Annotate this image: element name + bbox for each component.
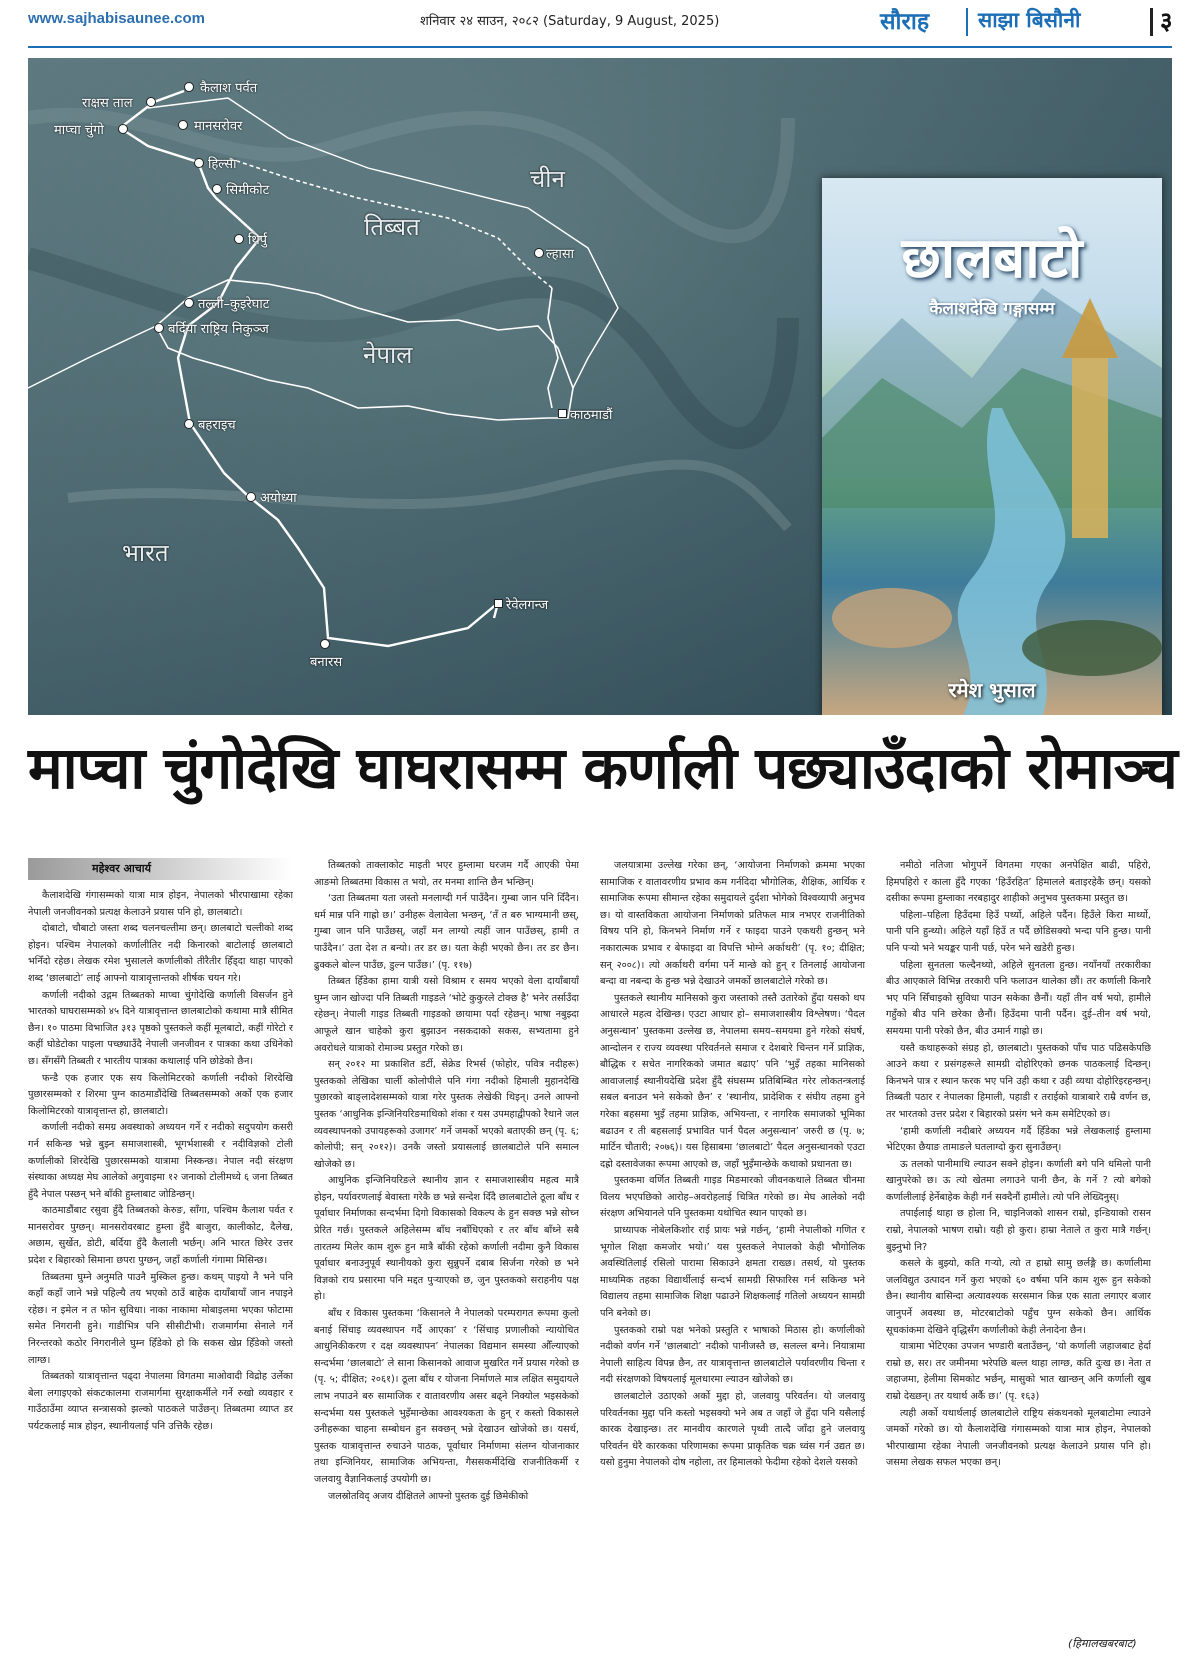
paragraph: जलस्रोतविद् अजय दीक्षितले आफ्नो पुस्तक दुई छिमेकीको [328, 1490, 529, 1502]
place-label: थिर्पु [248, 233, 268, 248]
map-marker [154, 323, 164, 333]
region-label: नेपाल [363, 341, 413, 369]
paragraph: बाँध र विकास पुस्तकमा ‘किसानले नै नेपालको परम्परागत रूपमा कुलो बनाई सिंचाइ व्यवस्थापन गर्दै आएका’ र ‘सिंचाइ प्रणालीको न्यायोचित आधुनिकीकरण र दक्ष व्यवस्थापन’ नेपालका विद्यमान समस्या औँल्याएको सन्दर्भमा ‘छालबाटो’ ले साना किसानको आवाज मुखरित गर्ने प्रयास गरेको छ (पृ. ५; दीक्षित; २०६१)। ठूला बाँध र योजना निर्माणले मात्र लक्षित समुदायले लाभ नपाउने बरु सामाजिक र वातावरणीय असर बढ्ने निक्योल भइसकेको सन्दर्भमा यस पुस्तकले भुइँमान्छेका आवश्यकता के हुन् र कस्तो विकासले उनीहरूका चाहना सम्बोधन हुन सक्छन् भन्ने देखाउन खोजेको छ। यसर्थ, पुस्तक यात्रावृत्तान्त रुचाउने पाठक, पूर्वाधार निर्माणमा संलग्न योजनाकार तथा इन्जिनियर, सामाजिक अभियन्ता, गैससकर्मीदेखि राजनीतिकर्मी र जलवायु वैज्ञानिकलाई उपयोगी छ। [314, 1308, 579, 1485]
map-marker [118, 124, 128, 134]
place-label: हिल्सा [208, 157, 237, 172]
paragraph: यस्तै कथाहरूको संग्रह हो, छालबाटो। पुस्तकको पाँच पाठ पढिसकेपछि आउने कथा र प्रसंगहरूले सामग्री दोहोरिएको छनक पाठकलाई दिन्छन्। किनभने पात्र र स्थान फरक भए पनि उही कथा र उही व्यथा दोहोरिइरहन्छन्। तिब्बती पठार र नेपालका हिमाली, पहाडी र तराईको यात्राबारे राम्रै वर्णन छ, तर भारतको उत्तर प्रदेश र बिहारको प्रसंग भने कम समेटिएको छ। [886, 1042, 1151, 1120]
region-label: भारत [122, 539, 169, 567]
paragraph: आधुनिक इन्जिनियरिङले स्थानीय ज्ञान र समाजशास्त्रीय महत्व मात्रै होइन, पर्यावरणलाई बेवास्ता गरेकै छ भन्ने सन्देश दिँदै छालबाटोले ठूला बाँध र पूर्वाधार निर्माणका सन्दर्भमा दिगो विकासको विकल्प के हुन सक्छ भन्ने सोच्न प्रेरित गर्छ। पुस्तकले अहिलेसम्म बाँध नबाँधिएको र तर बाँध बाँध्ने सबै तारतम्य मिलेर काम शुरू हुन मात्रै बाँकी रहेको कर्णाली नदीमा कुनै विकास पूर्वाधार बनाउनुपूर्व स्थानीयको कुरा सुन्नुपर्ने दबाब सिर्जना गरेको छ भने विज्ञको राय प्रसारमा पनि मद्दत पुऱ्याएको छ, जुन पुस्तकको सराहनीय पक्ष हो। [314, 1175, 579, 1303]
issue-date: शनिवार २४ साउन, २०८२ (Saturday, 9 August, 2025) [420, 14, 720, 29]
map-marker [558, 409, 567, 418]
route-map [28, 58, 1172, 715]
place-label: अयोध्या [260, 491, 297, 506]
article-column-3 [600, 858, 865, 1652]
paragraph: ऊ तलको पानीमाथि ल्याउन सक्ने होइन। कर्णाली बगे पनि धमिलो पानी खानुपरेको छ। ऊ त्यो खेतमा लगाउने पानी छैन, के गर्ने ? त्यो बगेको कर्णालीलाई हेर्नेबाहेक केही गर्न सक्दैनौं हामीले। त्यो पनि लेख्दिनुस्। [886, 1158, 1151, 1203]
article-column-1 [28, 888, 293, 1652]
place-label: बर्दिया राष्ट्रिय निकुञ्ज [168, 322, 269, 337]
place-label: काठमाडौं [570, 408, 613, 423]
place-label: राक्षस ताल [82, 96, 133, 111]
place-label: कैलाश पर्वत [200, 81, 258, 96]
paragraph: ‘हामी कर्णाली नदीबारे अध्ययन गर्दै हिँडेका भन्ने लेखकलाई हुम्लामा भेटिएका छैयाङ तामाङले घतलाग्दो कुरा सुनाउँछन्। [886, 1125, 1151, 1154]
paragraph: तिब्बतमा घुम्ने अनुमति पाउनै मुस्किल हुन्छ। कथम् पाइयो नै भने पनि कहाँ कहाँ जाने भन्ने पहिल्यै तय भएको ठाउँ बाहेक दायाँबायाँ जान नपाइने रहेछ। न इमेल न त फोन सुविधा। नाका नाकामा मोबाइलमा भएका फोटामा समेत निगरानी हुने। गाडीभित्र पनि सीसीटीभी। राजमार्गमा सेनाले गर्ने निरन्तरको कठोर निगरानीले घुम्न हिँडेको हो कि सकस खेप्न हिँडेको जस्तो लाग्छ। [28, 1271, 293, 1366]
website-url[interactable]: www.sajhabisaunee.com [28, 10, 206, 27]
place-label: सिमीकोट [226, 183, 270, 198]
paragraph: तपाईलाई थाहा छ होला नि, चाइनिजको शासन राम्रो, इन्डियाको रासन राम्रो, नेपालको भाषण राम्रो। यही हो कुरा। हाम्रा नेताले त कुरा मात्रै गर्छन्। बुझ्नुभो नि? [886, 1208, 1151, 1253]
paragraph: पहिला–पहिला हिउँदमा हिउँ पर्थ्यो, अहिले पर्दैन। हिउँले किरा मार्थ्यो, पानी पनि हुन्थ्यो। अहिले यहाँ हिउँ त पर्दै छोडिसक्यो भन्दा पनि हुन्छ। पानी पनि पऱ्यो भने भयङ्कर पानी पर्छ, परेन भने खडेरी हुन्छ। [886, 909, 1151, 954]
map-marker [212, 184, 222, 194]
paragraph: कसले के बुझ्यो, कति गऱ्यो, त्यो त हाम्रो सामु छर्लङ्गै छ। कर्णालीमा जलविद्युत उत्पादन गर्ने कुरा भएको ६० वर्षमा पनि काम शुरू हुन सकेको छैन। स्थानीय बासिन्दा अत्यावश्यक सरसमान किन्न एक साता लगाएर बजार जानुपर्ने अवस्था छ, मोटरबाटोको पहुँच पुग्न सकेको छैन। आर्थिक सूचकांकमा देखिने वृद्धिसँग कर्णालीको केही लेनादेना छैन। [886, 1258, 1151, 1336]
divider [1150, 8, 1153, 36]
map-marker [178, 120, 188, 130]
map-marker [494, 599, 503, 608]
map-marker [146, 97, 156, 107]
paragraph: ‘उता तिब्बतमा यता जस्तो मनलाग्दी गर्न पाउँदैन। गुम्बा जान पनि दिँदैन। धर्म मान्न पनि गाह्रो छ।’ उनीहरू वेलावेला भन्छन्, ‘तँ त बरु भाग्यमानी छस्, गुम्बा जान पनि पाउँछस्, जहाँ मन लाग्यो त्यहीं जान पाउँछस्, हामी त पाउँदैन।’ उता देश त बन्यो। तर डर छ। यता केही भएको छैन। तर डर छैन। ढुक्कले बोल्न पाउँछ, डुल्न पाउँछ।’ (पृ. ११७) [314, 893, 579, 971]
book-cover [822, 178, 1162, 715]
paragraph: छालबाटोले उठाएको अर्को मुद्दा हो, जलवायु परिवर्तन। यो जलवायु परिवर्तनका मुद्दा पनि कस्तो भइसक्यो भने अब त जहाँ जे हुँदा पनि यसैलाई कारक देखाइन्छ। तर मानवीय कारणले पृथ्वी तात्दै जाँदा हुने जलवायु परिवर्तन धेरै कारकका परिणामका रूपमा प्राकृतिक चक्र ध्वंस गर्न उद्यत छ। यसो हुनुमा नेपालको दोष नहोला, तर हिमालको फेदीमा रहेको देशले यसको [600, 1391, 865, 1469]
map-marker [320, 639, 330, 649]
page-header [0, 0, 1200, 50]
page-number: ३ [1160, 7, 1173, 35]
paragraph: काठमाडौंबाट रसुवा हुँदै तिब्बतको केरुङ, साँगा, पश्चिम कैलाश पर्वत र मानसरोवर पुग्छन्। मानसरोवरबाट हुम्ला हुँदै बाजुरा, कालीकोट, दैलेख, अछाम, सुर्खेत, डोटी, बर्दिया हुँदै कैलाली भर्छन्। अनि भारत छिरेर उत्तर प्रदेश र बिहारको सिमाना छपरा पुग्छन्, जहाँ कर्णाली गंगामा मिसिन्छ। [28, 1205, 293, 1267]
paragraph: त्यही अर्को यथार्थलाई छालबाटोले राष्ट्रिय संकथनको मूलबाटोमा ल्याउने जमर्को गरेको छ। यो कैलाशदेखि गंगासम्मको यात्रा मात्र होइन, नेपालको भीरपाखामा रहेका नेपाली जनजीवनको प्रत्यक्ष केलाउने प्रयास पनि हो। जसमा लेखक सफल भएका छन्। [886, 1407, 1151, 1469]
paragraph: सन् २०१२ मा प्रकाशित डर्टी, सेक्रेड रिभर्स (फोहोर, पवित्र नदीहरू) पुस्तकको लेखिका चार्ली कोलोपीले पनि गंगा नदीको हिमाली मुहानदेखि पुछारको बाङ्लादेशसम्मको यात्रा गरेर पुस्तक लेखेकी थिइन्। उनले आफ्नो पुस्तक ‘आधुनिक इन्जिनियरिङमाथिको शंका र यस उपमहाद्वीपको रैथाने जल व्यवस्थापनको उपायहरूको उजागर’ गर्ने जमर्को भएको बताएकी छन् (पृ. ६; कोलोपी; सन् २०१२)। उनकै जस्तो प्रयासलाई छालबाटोले पनि समात्न खोजेको छ। [314, 1059, 579, 1170]
source-credit: (हिमालखबरबाट) [1068, 1637, 1137, 1650]
paragraph: जलयात्रामा उल्लेख गरेका छन्, ‘आयोजना निर्माणको क्रममा भएका सामाजिक र वातावरणीय प्रभाव कम गर्नदिदा भौगोलिक, शैक्षिक, आर्थिक र सामाजिक रूपमा सीमान्त रहेका समुदायले दुर्दशा भोगेको विश्वव्यापी अनुभव छ। यो वास्तविकता आयोजना निर्माणको प्रतिफल मात्र नभएर राजनीतिको विषय पनि हो, किनभने निर्माण गर्ने र फाइदा पाउने एकथरी हुन्छन् भने नकारात्मक प्रभाव र बेफाइदा वा विपत्ति भोग्ने अर्काथरी’ (पृ. १०; दीक्षित; सन् २००८)। त्यो अर्काथरी वर्गमा पर्ने मान्छे को हुन् र तिनलाई आयोजना बन्दा वा नबन्दा के हुन्छ भन्ने देखाउने जमर्को छालबाटोले गरेको छ। [600, 860, 865, 988]
map-marker [184, 82, 194, 92]
place-label: रेवेलगन्ज [506, 598, 549, 613]
brand-logo: सौराह [880, 9, 930, 35]
header-rule [28, 46, 1172, 48]
section-title: साझा बिसौनी [978, 8, 1081, 32]
place-label: तल्ली–कुइरेघाट [198, 297, 270, 312]
paragraph: कर्णाली नदीको उद्गम तिब्बतको माप्चा चुंगोदेखि कर्णाली विसर्जन हुने भारतको घाघरासम्मको ४५ दिने यात्रावृत्तान्त छालबाटोको कथामा मात्रै सीमित छैन। १० पाठमा विभाजित ३१३ पृष्ठको पुस्तकले कहीं मूलबाटो, कहीं गोरेटो र कहीं घोडेटोका पाइला पच्छ्याउँदै नेपाली जनजीवन र पात्रका कथा उधिनेको छ। सँगसँगै तिब्बती र भारतीय पात्रका कथालाई पनि छोडेको छैन। [28, 989, 293, 1067]
paragraph: तिब्बत हिँडेका हामा यात्री यसो विश्राम र समय भएको वेला दायाँबायाँ घुम्न जान खोज्दा पनि तिब्बती गाइडले ‘भोटे कुकुरले टोक्छ है’ भनेर तर्साउँदा रहेछन्। नेपाली गाइड तिब्बती गाइडको छायामा पर्दा रहेछन्। भाषा नबुझ्दा आफूले खान चाहेको कुरा बुझाउन नसकदाको सकस, सभ्यतामा हुने अवरोधले यात्राको रोमाञ्च प्रस्तुत गरेको छ। [314, 976, 579, 1054]
headline: माप्चा चुंगोदेखि घाघरासम्म कर्णाली पछ्याउँदाको रोमाञ्च [28, 734, 1177, 802]
map-marker [234, 234, 244, 244]
paragraph: कर्णाली नदीको समग्र अवस्थाको अध्ययन गर्ने र नदीको सदुपयोग कसरी गर्न सकिन्छ भन्ने बुझ्न समाजशास्त्री, भूगर्भशास्त्री र नदीविज्ञको टोली कर्णालीको शिरदेखि पुछारसम्मको यात्रामा निस्कन्छ। नेपाल नदी संरक्षण संस्थाका अध्यक्ष मेघ आलेको अगुवाइमा १२ जनाको टोलीमध्ये ६ जना तिब्बत हुँदै नेपाल पस्छन् भने बाँकी हुम्लाबाट जोडिन्छन्। [28, 1122, 293, 1200]
book-subtitle: कैलाशदेखि गङ्गासम्म [929, 299, 1055, 319]
map-marker [534, 248, 544, 258]
paragraph: नमीठो नतिजा भोगुपर्ने विगतमा गएका अनपेक्षित बाढी, पहिरो, हिमपहिरो र काला हुँदै गएका ‘हिउँरहित’ हिमालले बताइरहेकै छन्। यसको दसीका रूपमा हुम्लाका नरबहादुर शाहीको अनुभव पुस्तकमा प्रस्तुत छ। [886, 860, 1151, 905]
paragraph: पुस्तकमा वर्णित तिब्बती गाइड मिङमारको जीवनकथाले तिब्बत चीनमा विलय भएपछिको आरोह–अवरोहलाई चित्रित गरेको छ। मेघ आलेको नदी संरक्षण अभियानले पनि पुस्तकमा यथोचित स्थान पाएको छ। [600, 1175, 865, 1220]
map-marker [184, 298, 194, 308]
paragraph: पहिला सुनतला फल्दैनथ्यो, अहिले सुनतला हुन्छ। नयाँनयाँ तरकारीका बीउ आएकाले विभिन्न तरकारी पनि फलाउन थालेका छौं। तर कर्णाली किनारै भए पनि सिँचाइको सुविधा पाउन सकेका छैनौं। यहाँ तीन वर्ष भयो, हामीले गहुँको बीउ पनि छरेका छैनौं। हिउँदमा पानी पर्दैन। दुई–तीन वर्ष भयो, समयमा पानी परेको छैन, बीउ उमार्न गाह्रो छ। [886, 959, 1151, 1037]
paragraph: कैलाशदेखि गंगासम्मको यात्रा मात्र होइन, नेपालको भीरपाखामा रहेका नेपाली जनजीवनको प्रत्यक्ष केलाउने प्रयास पनि हो, छालबाटो। [28, 890, 293, 918]
region-label: तिब्बत [364, 213, 420, 241]
place-label: ल्हासा [546, 247, 575, 262]
book-author: रमेश भुसाल [948, 678, 1036, 702]
map-marker [184, 419, 194, 429]
paragraph: यात्रामा भेटिएका उपजन भण्डारी बताउँछन्, ‘यो कर्णाली जहाजबाट हेर्दा राम्रो छ, सर। तर जमीनमा भरेपछि बल्ल थाहा लाग्छ, कति दुःख छ। नेता त जहाजमा, हेलीमा सिमकोट भर्छन्, मासुको भात खान्छन् अनि कर्णाली खुब राम्रो देख्छन्। तर यथार्थ अर्कै छ।’ (पृ. १६३) [886, 1341, 1151, 1402]
paragraph: फन्डै एक हजार एक सय किलोमिटरको कर्णाली नदीको शिरदेखि पुछारसम्मको र शिरमा पुग्न काठमाडौंदेखि तिब्बतसम्मको अर्को एक हजार किलोमिटरको यात्रावृत्तान्त हो, छालबाटो। [28, 1072, 293, 1117]
map-marker [194, 158, 204, 168]
divider [966, 8, 968, 36]
place-label: बनारस [310, 655, 343, 670]
region-label: चीन [530, 165, 565, 193]
place-label: बहराइच [198, 418, 236, 433]
paragraph: प्राध्यापक नोबेलकिशोर राई प्रायः भन्ने गर्छन्, ‘हामी नेपालीको गणित र भूगोल शिक्षा कमजोर भयो।’ यस पुस्तकले नेपालको केही भौगोलिक अवस्थितिलाई रसिलो पारामा सिकाउने क्षमता राख्छ। तसर्थ, यो पुस्तक माध्यमिक तहका विद्यार्थीलाई सन्दर्भ सामग्री सिफारिस गर्न सकिन्छ भने विद्यालय तहमा सामाजिक शिक्षा पढाउने शिक्षकलाई गतिलो अध्ययन सामग्री पनि बनेको छ। [600, 1225, 865, 1320]
place-label: माप्चा चुंगो [54, 123, 104, 138]
paragraph: दोबाटो, चौबाटो जस्ता शब्द चलनचल्तीमा छन्। छालबाटो चल्तीको शब्द होइन। पश्चिम नेपालको कर्णालीतिर नदी किनारको बाटोलाई छालबाटो भनिँदो रहेछ। लेखक रमेश भुसालले कर्णालीको तीरैतीर हिँड्दा थाहा पाएको शब्द ‘छालबाटो’ लाई आफ्नो यात्रावृत्तान्तको शीर्षक चयन गरे। [28, 923, 293, 984]
paragraph: पुस्तकले स्थानीय मानिसको कुरा जस्ताको तस्तै उतारेको हुँदा यसको थप आधारले महत्व देखिन्छ। एउटा आधार हो– समाजशास्त्रीय विश्लेषण। ‘पैदल अनुसन्धान’ पुस्तकमा उल्लेख छ, नेपालमा समय–समयमा हुने गरेको संघर्ष, आन्दोलन र राज्य व्यवस्था परिवर्तनले समाज र देशबारे चिन्तन गर्ने प्राज्ञिक, बौद्धिक र सचेत नागरिकको जमात बढाए’ पनि ‘भुइँ तहका मानिसको आवाजलाई स्थानीयदेखि प्रदेश हुँदै संघसम्म प्रतिबिम्बित गरेर लोकतन्त्रलाई सबल बनाउन भने सकेको छैन’ र ‘स्थानीय, प्रादेशिक र संघीय तहमा हुने गरेका बहसमा भुइँ तहमा प्राज्ञिक, अभियन्ता, र नागरिक समाजको भूमिका बढाउन र ती बहसलाई प्रभावित पार्न पैदल अनुसन्धान’ जरुरी छ (पृ. ७; मार्टिन चौतारी; २०७६)। यस हिसाबमा ‘छालबाटो’ पैदल अनुसन्धानको एउटा दह्रो दस्तावेजका रूपमा आएको छ, जहाँ भुइँमान्छेके कथाको प्रधानता छ। [600, 992, 865, 1170]
book-title: छालबाटो [901, 226, 1083, 291]
article-column-4 [886, 858, 1151, 1630]
paragraph: पुस्तकको राम्रो पक्ष भनेको प्रस्तुति र भाषाको मिठास हो। कर्णालीको नदीको वर्णन गर्ने ‘छालबाटो’ नदीको पानीजस्तै छ, सलल्ल बग्ने। नियात्रामा नेपाली साहित्य विपन्न छैन, तर यात्रावृत्तान्त छालबाटोले पर्यावरणीय चिन्ता र नदी संरक्षणको विषयलाई मूलधारमा ल्याउन खोजेको छ। [600, 1324, 865, 1386]
paragraph: तिब्बतको ताक्लाकोट माइती भएर हुम्लामा घरजम गर्दै आएकी पेमा आङमो तिब्बतमा विकास त भयो, तर मनमा शान्ति छैन भन्छिन्। [314, 860, 579, 888]
byline-bar [28, 858, 293, 880]
byline-author: महेश्वर आचार्य [92, 862, 151, 875]
article-column-2 [314, 858, 579, 1652]
place-label: मानसरोवर [194, 119, 243, 134]
map-marker [246, 492, 256, 502]
paragraph: तिब्बतको यात्रावृत्तान्त पढ्दा नेपालमा विगतमा माओवादी विद्रोह उर्लेका बेला लगाइएको संकटकालमा राजमार्गमा सुरक्षाकर्मीले गर्ने रुखो व्यवहार र गाउँठाउँमा व्याप्त सन्त्रासको झल्को पाठकले पाउँछन्। तिब्बतमा व्याप्त डर पर्यटकलाई मात्र होइन, स्थानीयलाई पनि उत्तिकै रहेछ। [28, 1371, 293, 1432]
